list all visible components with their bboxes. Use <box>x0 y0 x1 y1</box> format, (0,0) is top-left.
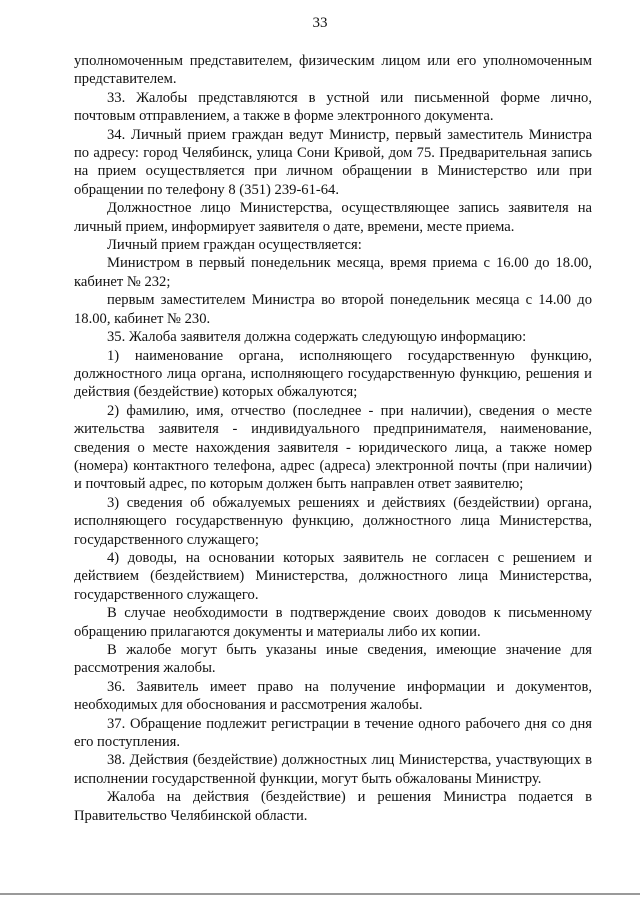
paragraph-35-item-2: 2) фамилию, имя, отчество (последнее - при наличии), сведения о месте жительства заявителя - индивидуального предпринимателя, наименование, сведения о месте нахождения заявителя - юридического лица, а также номер (номера) контактного телефона, адрес (адреса) электронной почты (при наличии) и почтовый адрес, по которым должен быть направлен ответ заявителю; <box>74 402 592 493</box>
paragraph-36: 36. Заявитель имеет право на получение информации и документов, необходимых для обоснования и рассмотрения жалобы. <box>74 678 592 714</box>
paragraph-35-item-4: 4) доводы, на основании которых заявитель не согласен с решением и действием (бездействием) Министерства, должностного лица Министерства, государственного служащего. <box>74 549 592 603</box>
paragraph-continuation: уполномоченным представителем, физическим лицом или его уполномоченным представителем. <box>74 53 592 88</box>
paragraph-reception-deputy: первым заместителем Министра во второй понедельник месяца с 14.00 до 18.00, кабинет № 230. <box>74 292 592 327</box>
paragraph-35: 35. Жалоба заявителя должна содержать следующую информацию: <box>107 329 527 346</box>
paragraph-33: 33. Жалобы представляются в устной или письменной форме лично, почтовым отправлением, а также в форме электронного документа. <box>74 89 592 125</box>
paragraph-official-registration: Должностное лицо Министерства, осуществляющее запись заявителя на личный прием, информирует заявителя о дате, времени, месте приема. <box>74 200 592 235</box>
page-number: 33 <box>312 15 328 31</box>
paragraph-complaint-government: Жалоба на действия (бездействие) и решения Министра подается в Правительство Челябинской области. <box>74 789 592 824</box>
paragraph-35-item-1: 1) наименование органа, исполняющего государственную функцию, должностного лица органа, исполняющего государственную функцию, решения и действия (бездействие) которых обжалуются; <box>74 347 592 401</box>
paragraph-38: 38. Действия (бездействие) должностных лиц Министерства, участвующих в исполнении государственной функции, могут быть обжалованы Министру. <box>74 752 592 787</box>
paragraph-37: 37. Обращение подлежит регистрации в течение одного рабочего дня со дня его поступления. <box>74 715 592 751</box>
paragraph-other-info: В жалобе могут быть указаны иные сведения, имеющие значение для рассмотрения жалобы. <box>74 642 592 677</box>
paragraph-35-item-3: 3) сведения об обжалуемых решениях и действиях (бездействии) органа, исполняющего государственную функцию, должностного лица Министерства, государственного служащего; <box>74 494 592 548</box>
document-body <box>74 52 592 825</box>
paragraph-34: 34. Личный прием граждан ведут Министр, первый заместитель Министра по адресу: город Челябинск, улица Сони Кривой, дом 75. Предварительная запись на прием осуществляется при личном обращении в Министерство или при обращении по телефону 8 (351) 239-61-64. <box>74 126 592 198</box>
paragraph-reception-intro: Личный прием граждан осуществляется: <box>107 237 362 254</box>
bottom-divider <box>0 893 640 895</box>
paragraph-reception-minister: Министром в первый понедельник месяца, время приема с 16.00 до 18.00, кабинет № 232; <box>74 255 592 290</box>
paragraph-attachments: В случае необходимости в подтверждение своих доводов к письменному обращению прилагаются документы и материалы либо их копии. <box>74 605 592 640</box>
